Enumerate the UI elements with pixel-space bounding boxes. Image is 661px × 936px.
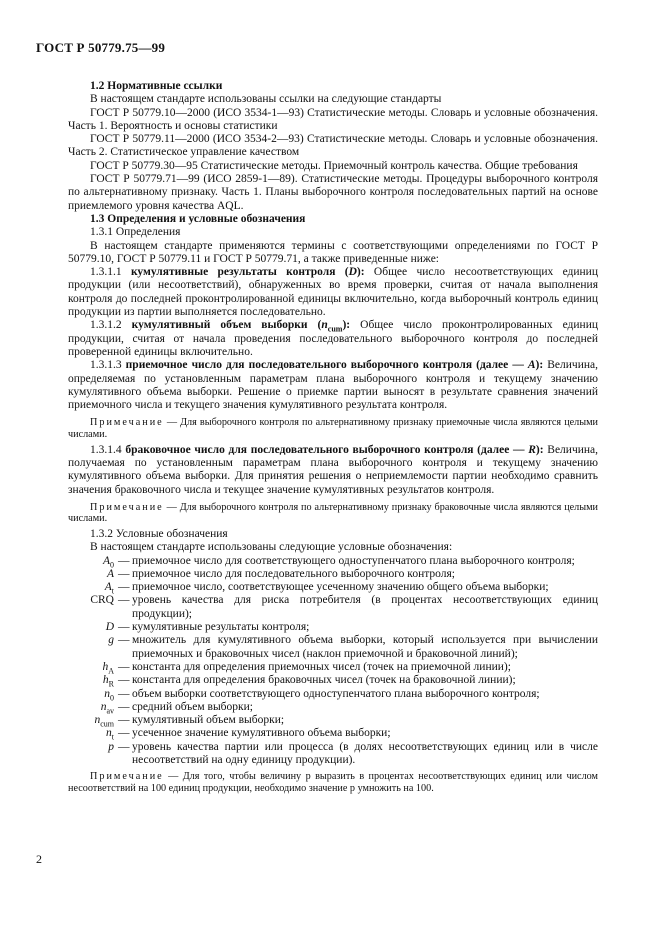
section-1-3-title: 1.3 Определения и условные обозначения [90, 212, 306, 225]
definition-1-3-1-1: 1.3.1.1 кумулятивные результаты контроля (D): Общее число несоответствующих единиц продукции (или несоответствий), обнаруженных во время проверки, считая от начала выполнения контроля до последней проконтролированной единицы включительно, когда выборочный контроль единиц продукции из партии выполняется последовательно. [68, 266, 598, 319]
symbol-row: $h_R$ — константа для определения браковочных чисел (точек на браковочной линии); [102, 674, 516, 689]
reference-item: ГОСТ Р 50779.71—99 (ИСО 2859-1—89). Статистические методы. Процедуры выборочного контроля по альтернативному признаку. Часть 1. Планы выборочного контроля последовательных партий на основе приемлемого уровня качества AQL. [68, 173, 598, 212]
section-1-3-1-title: 1.3.1 Определения [90, 226, 181, 239]
definition-1-3-1-2: 1.3.1.2 кумулятивный объем выборки $(n_{cum})$: Общее число проконтролированных единиц продукции, считая от начала проведения последовательного выборочного контроля до последней проверенной единицы включительно. [68, 319, 599, 358]
symbol-row: p — уровень качества партии или процесса (в долях несоответствующих единиц или в числе несоответствий на одну единицу продукции). [108, 740, 598, 767]
note: Примечание — Для того, чтобы величину p выразить в процентах несоответствующих единиц или числом несоответствий на 100 единиц продукции, необходимо значение p умножить на 100. [68, 771, 598, 794]
page-header: ГОСТ Р 50779.75—99 [36, 40, 166, 55]
symbol-row: CRQ — уровень качества для риска потребителя (в процентах несоответствующих единиц продукции); [90, 594, 598, 620]
symbol-row: $n_{av}$ — средний объем выборки; [100, 700, 253, 716]
section-1-2-intro: В настоящем стандарте использованы ссылки на следующие стандарты [90, 93, 442, 106]
symbol-row: $A_0$ — приемочное число для соответствующего одноступенчатого плана выборочного контроля; [102, 554, 575, 569]
symbols-intro: В настоящем стандарте использованы следующие условные обозначения: [90, 541, 453, 554]
document-body [68, 80, 598, 798]
section-1-3-2-title: 1.3.2 Условные обозначения [90, 527, 228, 540]
reference-item: ГОСТ Р 50779.11—2000 (ИСО 3534-2—93) Статистические методы. Словарь и условные обозначения. Часть 2. Статистическое управление качеством [68, 133, 598, 159]
definition-1-3-1-3: 1.3.1.3 приемочное число для последовательного выборочного контроля (далее — A): Величина, определяемая по установленным параметрам плана выборочного контроля и текущему значению кумулятивного объема выборки. Решение о приемке партии выносят в результате сравнения значений приемочного числа и текущего значения кумулятивного результата контроля. [68, 359, 599, 412]
page-number: 2 [36, 852, 42, 866]
symbol-row: $n_0$ — объем выборки соответствующего одноступенчатого плана выборочного контроля; [104, 687, 540, 702]
section-1-2-title: 1.2 Нормативные ссылки [90, 80, 223, 92]
note: Примечание — Для выборочного контроля по альтернативному признаку приемочные числа являются целыми числами. [68, 417, 598, 441]
symbol-row: $h_A$ — константа для определения приемочных чисел (точек на приемочной линии); [102, 660, 511, 676]
reference-item: ГОСТ Р 50779.10—2000 (ИСО 3534-1—93) Статистические методы. Словарь и условные обозначения. Часть 1. Вероятность и основы статистики [68, 106, 598, 132]
symbols-list [68, 555, 598, 768]
symbol-row: D — кумулятивные результаты контроля; [105, 621, 310, 634]
symbol-row: $n_{cum}$ — кумулятивный объем выборки; [94, 714, 285, 729]
symbol-row: g — множитель для кумулятивного объема выборки, который используется при вычислении приемочных и браковочных чисел (наклон приемочной и браковочной линий); [108, 634, 598, 660]
symbol-row: $n_t$ — усеченное значение кумулятивного объема выборки; [106, 727, 391, 742]
reference-item: ГОСТ Р 50779.30—95 Статистические методы. Приемочный контроль качества. Общие требования [90, 159, 578, 172]
note: Примечание — Для выборочного контроля по альтернативному признаку браковочные числа являются целыми числами. [68, 501, 598, 525]
definition-1-3-1-4: 1.3.1.4 браковочное число для последовательного выборочного контроля (далее — R): Величина, получаемая по установленным параметрам плана выборочного контроля и текущему значению кумулятивного объема выборки. Для принятия решения о неприемлемости партии необходимо сравнить значения браковочного числа и текущее значение кумулятивных результатов контроля. [68, 443, 599, 496]
symbol-row: $A_t$ — приемочное число, соответствующее усеченному значению общего объема выборки; [104, 581, 549, 596]
definitions-intro: В настоящем стандарте применяются термины с соответствующими определениями по ГОСТ Р 50779.10, ГОСТ Р 50779.11 и ГОСТ Р 50779.71, а также приведенные ниже: [68, 239, 598, 265]
symbol-row: A — приемочное число для последовательного выборочного контроля; [106, 567, 455, 580]
